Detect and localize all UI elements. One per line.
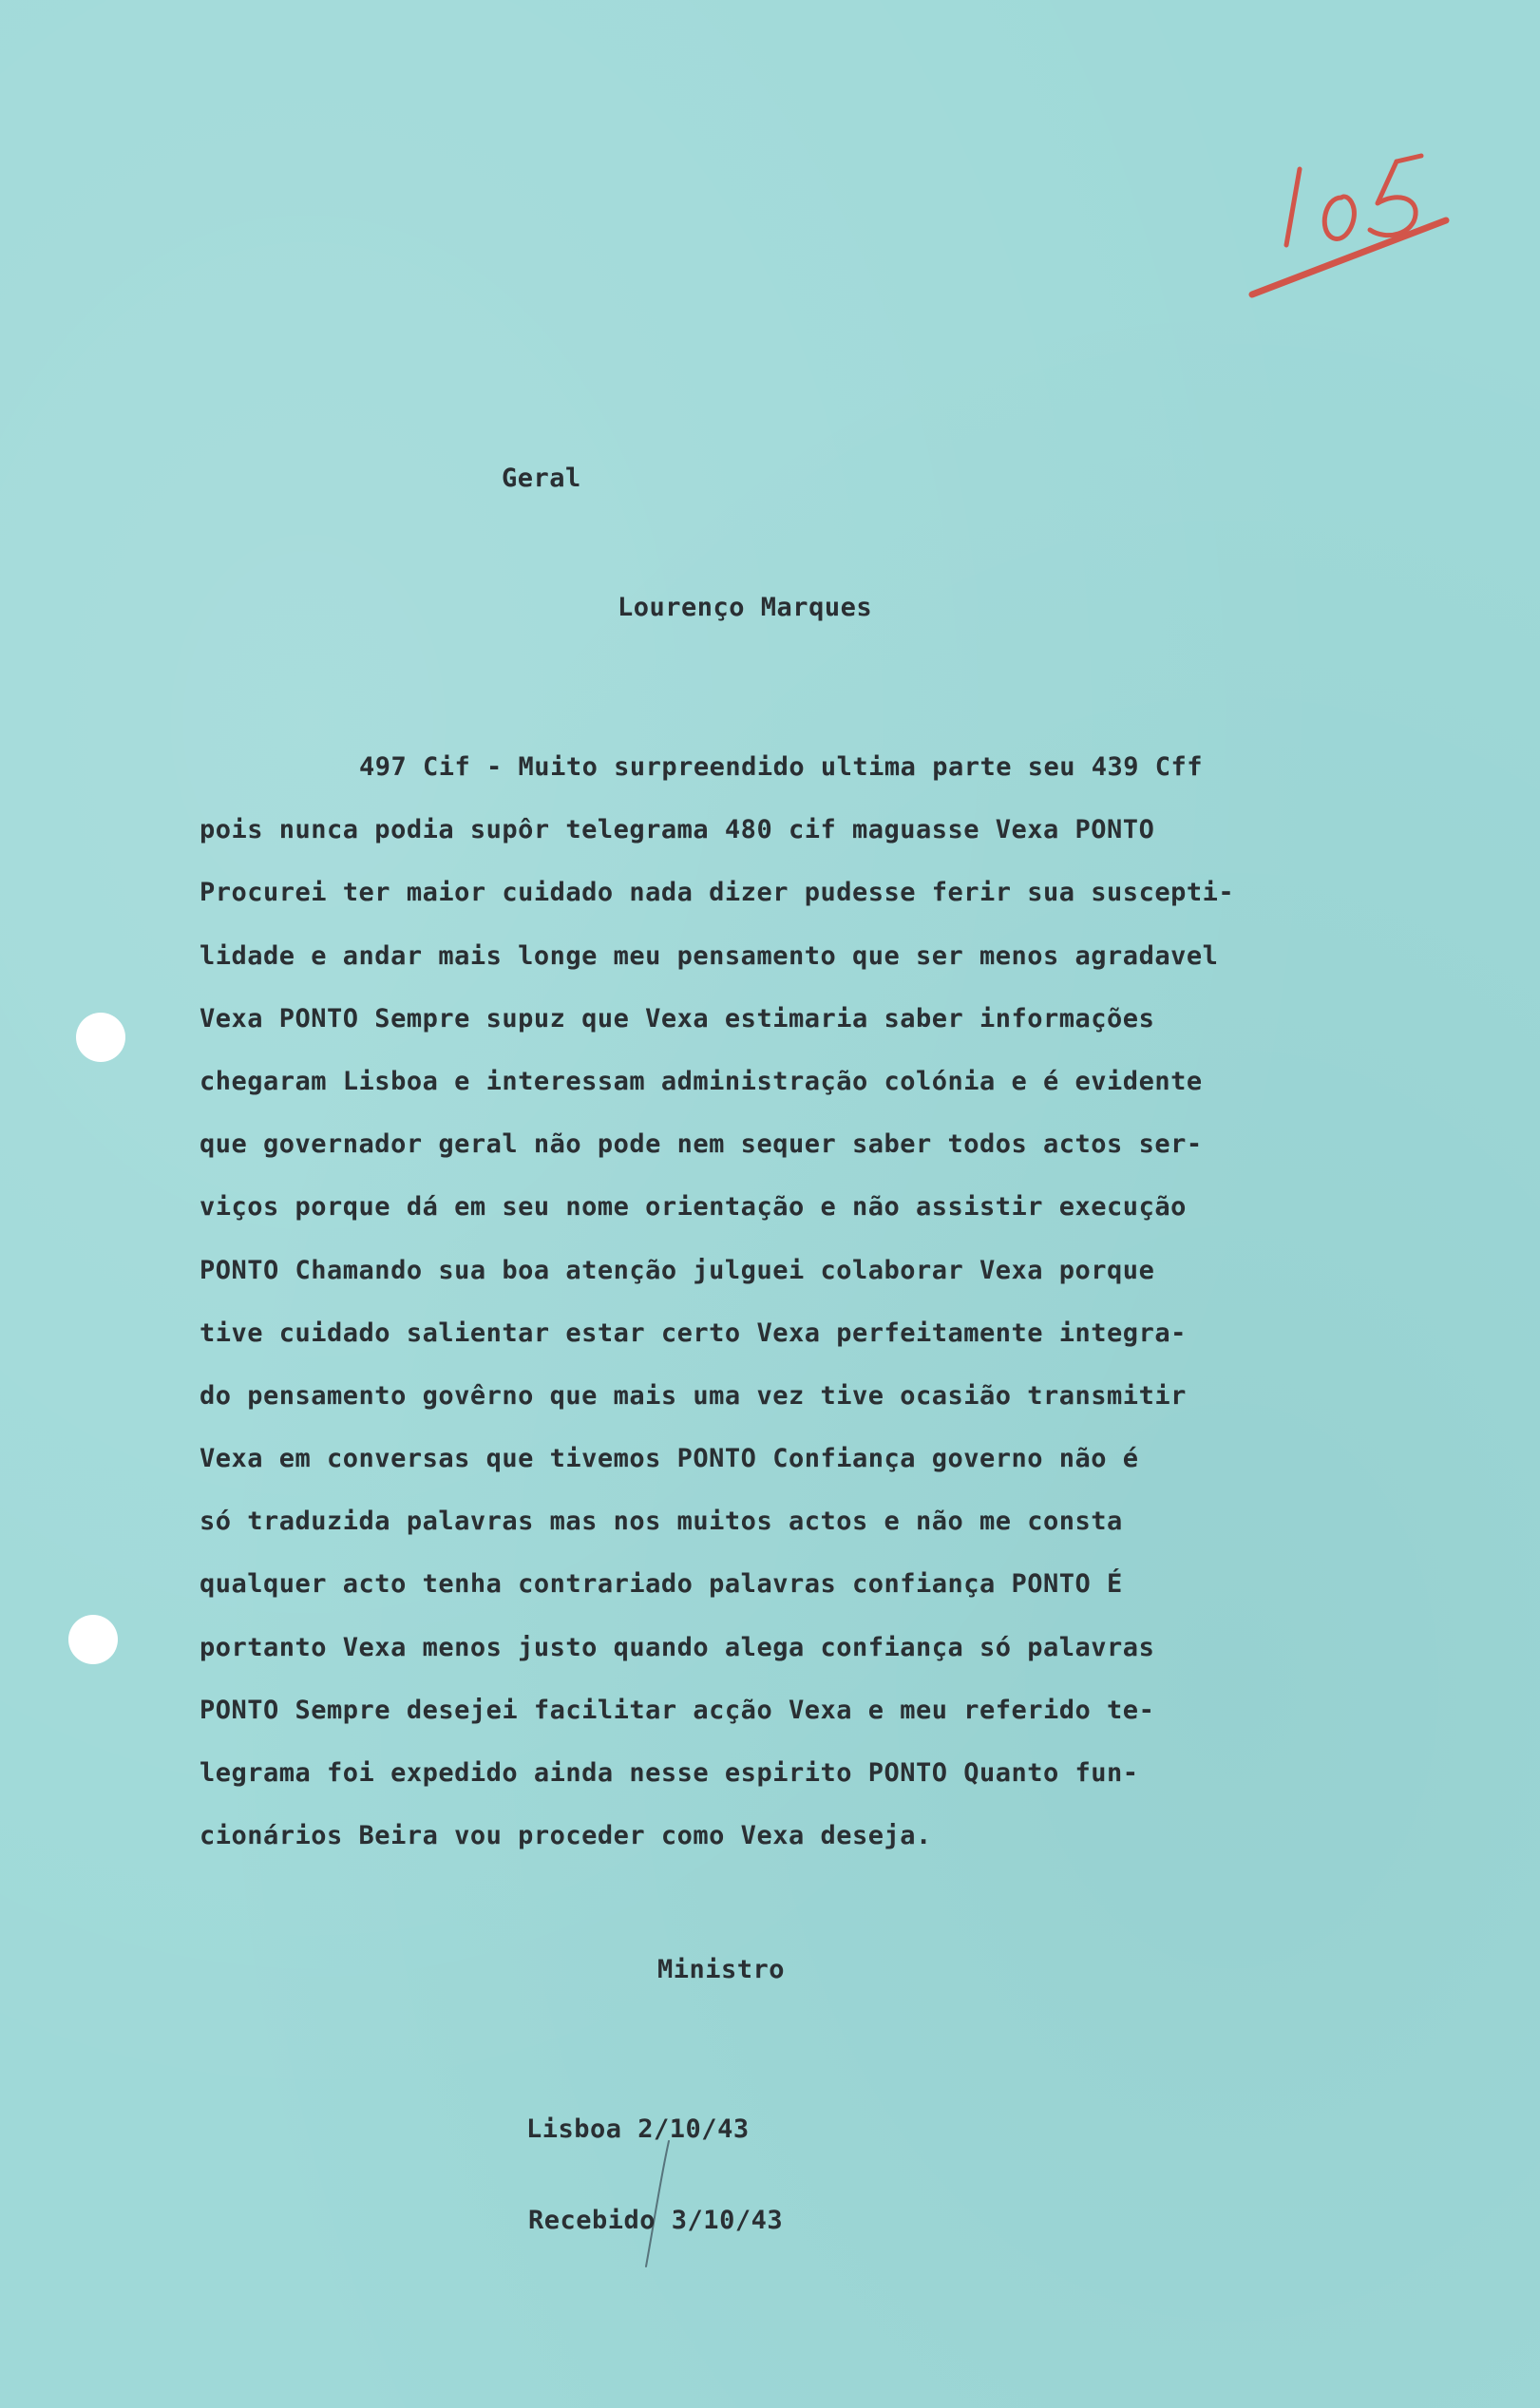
body-line: portanto Vexa menos justo quando alega confiança só palavras <box>200 1632 1155 1662</box>
body-line: Vexa em conversas que tivemos PONTO Confiança governo não é <box>200 1444 1139 1474</box>
body-line: qualquer acto tenha contrariado palavras confiança PONTO É <box>200 1569 1123 1600</box>
body-line: tive cuidado salientar estar certo Vexa perfeitamente integra- <box>200 1318 1187 1348</box>
body-line: PONTO Sempre desejei facilitar acção Vexa e meu referido te- <box>200 1695 1155 1725</box>
body-line: chegaram Lisboa e interessam administração colónia e é evidente <box>200 1066 1203 1096</box>
body-line: cionários Beira vou proceder como Vexa deseja. <box>200 1821 932 1851</box>
body-line: 497 Cif - Muito surpreendido ultima parte seu 439 Cff <box>359 752 1204 782</box>
body-line: Vexa PONTO Sempre supuz que Vexa estimaria saber informações <box>200 1003 1155 1033</box>
body-line: viços porque dá em seu nome orientação e não assistir execução <box>200 1192 1187 1223</box>
body-line: só traduzida palavras mas nos muitos actos e não me consta <box>200 1507 1123 1537</box>
punch-hole-bottom <box>68 1615 118 1664</box>
received-date: Recebido 3/10/43 <box>528 2206 784 2235</box>
body-line: do pensamento govêrno que mais uma vez tive ocasião transmitir <box>200 1380 1187 1411</box>
body-line: Procurei ter maior cuidado nada dizer pudesse ferir sua suscepti- <box>200 878 1235 908</box>
body-line: legrama foi expedido ainda nesse espirito PONTO Quanto fun- <box>200 1758 1139 1788</box>
pen-mark <box>627 2137 684 2270</box>
body-line: pois nunca podia supôr telegrama 480 cif maguasse Vexa PONTO <box>200 815 1155 845</box>
recipient-heading: Geral <box>502 464 581 493</box>
signature: Ministro <box>657 1955 786 1984</box>
telegram-body <box>200 749 1292 1880</box>
handwritten-page-number <box>1245 142 1473 304</box>
body-line: que governador geral não pode nem sequer saber todos actos ser- <box>200 1129 1203 1160</box>
sent-date: Lisboa 2/10/43 <box>526 2114 750 2144</box>
punch-hole-top <box>76 1013 125 1062</box>
body-line: PONTO Chamando sua boa atenção julguei colaborar Vexa porque <box>200 1255 1155 1285</box>
location-heading: Lourenço Marques <box>618 593 873 622</box>
body-line: lidade e andar mais longe meu pensamento que ser menos agradavel <box>200 940 1219 971</box>
